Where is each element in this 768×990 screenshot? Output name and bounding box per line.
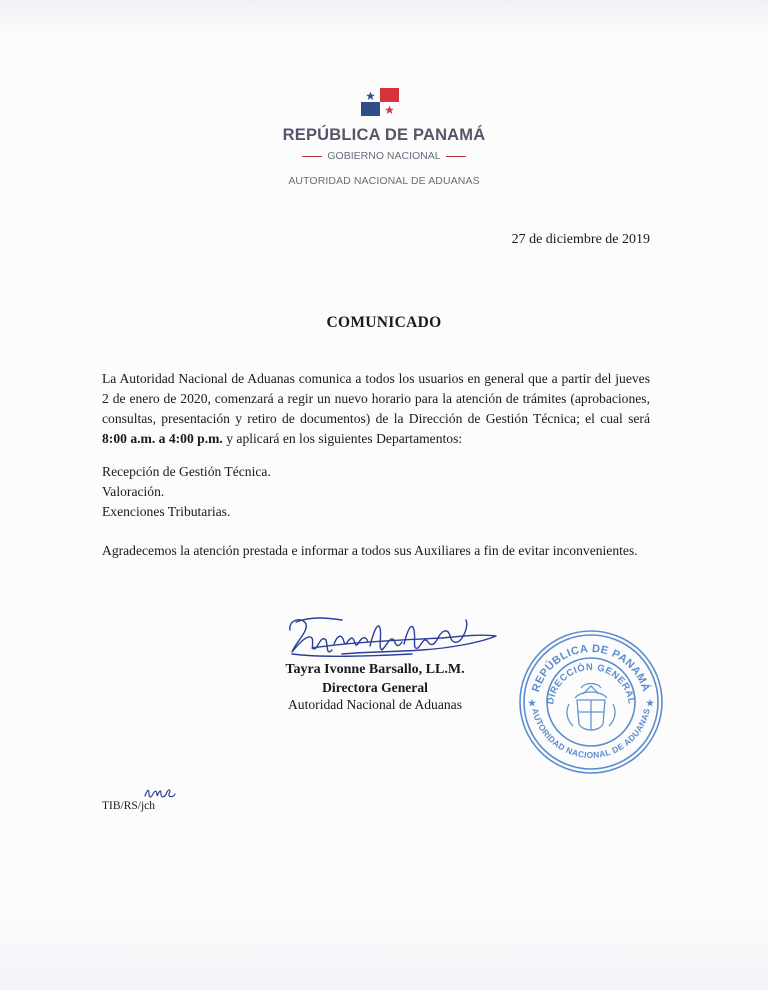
reference-initials: TIB/RS/jch xyxy=(102,800,156,812)
office-hours: 8:00 a.m. a 4:00 p.m. xyxy=(102,431,223,446)
scan-bottom-shadow xyxy=(0,900,768,990)
list-item: Recepción de Gestión Técnica. xyxy=(102,464,271,479)
list-item: Valoración. xyxy=(102,484,165,499)
official-seal-stamp xyxy=(517,628,665,776)
document-title: COMUNICADO xyxy=(326,314,442,331)
svg-text:★: ★ xyxy=(528,698,537,708)
stamp-bottom-text: AUTORIDAD NACIONAL DE ADUANAS xyxy=(530,707,652,761)
letterhead-country: REPÚBLICA DE PANAMÁ xyxy=(282,126,486,144)
stamp-outer-text: REPÚBLICA DE PANAMÁ xyxy=(530,642,652,694)
panama-flag-logo xyxy=(361,88,399,116)
divider-left xyxy=(302,156,322,157)
body-paragraph-1-end: y aplicará en los siguientes Departamentos: xyxy=(222,431,463,446)
body-paragraph-2: Agradecemos la atención prestada e informar a todos sus Auxiliares a fin de evitar inconvenientes. xyxy=(102,543,638,558)
signatory-name: Tayra Ivonne Barsallo, LL.M. xyxy=(285,662,465,677)
document-date: 27 de diciembre de 2019 xyxy=(511,232,650,247)
letterhead-government-label: GOBIERNO NACIONAL xyxy=(327,150,441,162)
handwritten-signature xyxy=(282,608,502,668)
divider-right xyxy=(446,156,466,157)
handwritten-initials xyxy=(143,786,177,802)
list-item: Exenciones Tributarias. xyxy=(102,504,231,519)
signatory-position: Directora General xyxy=(322,680,428,695)
stamp-inner-text: DIRECCIÓN GENERAL xyxy=(545,661,637,706)
svg-text:★: ★ xyxy=(646,698,655,708)
signatory-organization: Autoridad Nacional de Aduanas xyxy=(287,697,463,712)
letterhead-government xyxy=(0,150,768,162)
body-paragraph-1 xyxy=(102,369,650,449)
coat-of-arms-icon xyxy=(567,684,615,731)
scan-top-shadow xyxy=(0,0,768,40)
department-list xyxy=(102,462,271,522)
body-paragraph-1-start: La Autoridad Nacional de Aduanas comunica a todos los usuarios en general que a partir del jueves 2 de enero de 2020, comenzará a regir un nuevo horario para la atención de trámites (aprobaciones, consultas, presentación y retiro de documentos) de la Dirección de Gestión Técnica; el cual será xyxy=(102,371,650,426)
letterhead-authority: AUTORIDAD NACIONAL DE ADUANAS xyxy=(288,175,480,187)
